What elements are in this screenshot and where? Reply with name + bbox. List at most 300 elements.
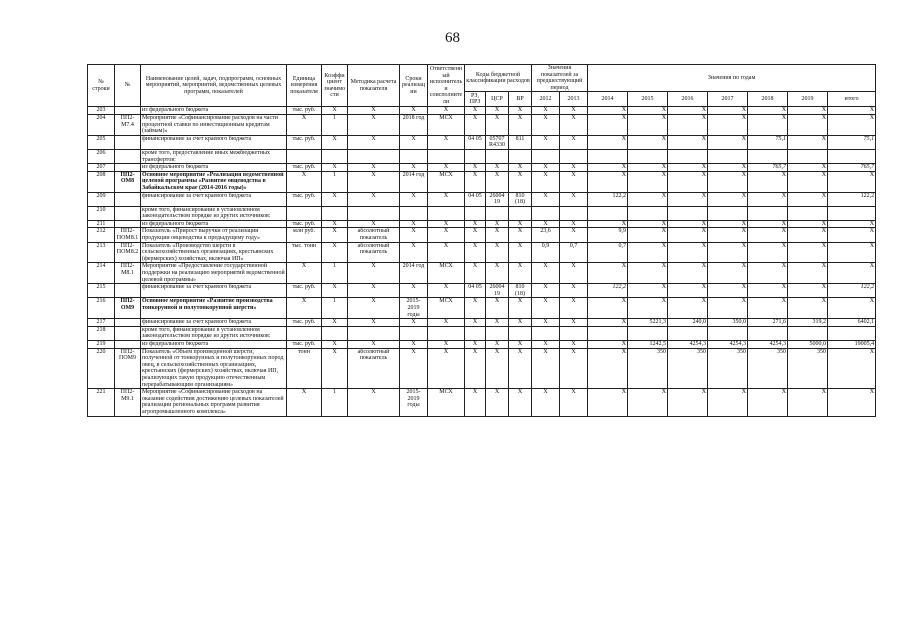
cell-2012: X (532, 220, 560, 228)
cell-2019: X (788, 298, 828, 319)
table-row (88, 135, 876, 149)
cell-2017: X (708, 135, 748, 149)
cell-method: X (348, 164, 400, 172)
cell-2014: X (588, 107, 628, 115)
cell-2012 (532, 149, 560, 163)
cell-rz: 04 05 (465, 284, 486, 298)
cell-2014: X (588, 135, 628, 149)
cell-vr (509, 326, 532, 340)
cell-2017: X (708, 164, 748, 172)
cell-responsible: МСХ (428, 298, 465, 319)
cell-rz: X (465, 220, 486, 228)
cell-2012 (532, 326, 560, 340)
cell-name: из федерального бюджета (141, 107, 287, 115)
cell-2013: X (560, 114, 588, 135)
header-method: Методика расчета показателя (348, 65, 400, 107)
cell-code: ПП2-ПОМ9 (115, 348, 141, 389)
cell-responsible: X (428, 348, 465, 389)
cell-responsible: X (428, 242, 465, 263)
cell-csr: X (486, 340, 509, 348)
cell-2018 (748, 326, 788, 340)
header-row-number: № строки (88, 65, 115, 107)
cell-2019 (788, 149, 828, 163)
cell-code: ПП2-ОМ9 (115, 298, 141, 319)
cell-csr: X (486, 164, 509, 172)
cell-method: X (348, 135, 400, 149)
cell-name: финансирование за счет краевого бюджета (141, 284, 287, 298)
cell-2017: X (708, 192, 748, 206)
cell-coef (322, 326, 348, 340)
cell-coef (322, 149, 348, 163)
cell-rz: X (465, 171, 486, 192)
cell-2018: 350 (748, 348, 788, 389)
cell-method (348, 149, 400, 163)
cell-2014: 9,9 (588, 228, 628, 242)
cell-vr: X (509, 228, 532, 242)
cell-2016 (668, 326, 708, 340)
cell-row-number: 219 (88, 340, 115, 348)
cell-method: абсолютный показатель (348, 242, 400, 263)
cell-vr: 810 (18) (509, 284, 532, 298)
cell-name: из федерального бюджета (141, 220, 287, 228)
cell-row-number: 205 (88, 135, 115, 149)
cell-unit: тыс. руб. (287, 220, 322, 228)
table-body (88, 107, 876, 416)
cell-2012 (532, 206, 560, 220)
cell-vr: X (509, 340, 532, 348)
cell-2019: 319,2 (788, 319, 828, 327)
cell-2017: X (708, 220, 748, 228)
cell-2012: X (532, 284, 560, 298)
cell-unit: тонн (287, 348, 322, 389)
cell-name: Показатель «Прирост выручки от реализации продукции овцеводства к предыдущему году» (141, 228, 287, 242)
cell-2012: X (532, 171, 560, 192)
cell-code (115, 192, 141, 206)
cell-csr: X (486, 114, 509, 135)
cell-name: Мероприятие «Предоставление государственной поддержки на реализацию мероприятий ведомственной целевой программы» (142, 263, 285, 283)
cell-2019: X (788, 389, 828, 416)
cell-2017 (708, 149, 748, 163)
cell-row-number: 220 (88, 348, 115, 389)
cell-2014: X (588, 114, 628, 135)
cell-method: X (348, 220, 400, 228)
cell-2018: 765,7 (748, 164, 788, 172)
cell-coef: 1 (322, 298, 348, 319)
table-row (88, 242, 876, 263)
table-row (88, 164, 876, 172)
cell-2016: X (668, 389, 708, 416)
cell-2013: 0,7 (560, 242, 588, 263)
cell-name: Показатель «Объем произведенной шерсти, полученной от тонкорунных и полутонкорунных пород овец, в сельскохозяйственных организациях, крестьянских (фермерских) хозяйствах, включая ИП, реализующих такую продукцию отечественным перерабатывающим организациям» (141, 348, 287, 389)
header-name: Наименование целей, задач, подпрограмм, основных мероприятий, мероприятий, ведомственных целевых программ, показателей (141, 65, 287, 107)
cell-row-number: 213 (88, 242, 115, 263)
cell-rz: X (465, 107, 486, 115)
cell-2018: 271,6 (748, 319, 788, 327)
cell-2014: 0,7 (588, 242, 628, 263)
cell-unit: тыс. руб. (287, 319, 322, 327)
cell-rz: 04 05 (465, 135, 486, 149)
cell-coef: X (322, 192, 348, 206)
cell-2013 (560, 206, 588, 220)
cell-coef: 1 (322, 171, 348, 192)
cell-row-number: 207 (88, 164, 115, 172)
cell-rz: X (465, 298, 486, 319)
cell-vr: X (509, 114, 532, 135)
cell-2012: X (532, 107, 560, 115)
header-total: итого (828, 92, 876, 107)
cell-2015 (628, 326, 668, 340)
cell-2016: X (668, 164, 708, 172)
cell-2015: 5221,3 (628, 319, 668, 327)
cell-total: X (828, 228, 876, 242)
cell-2016: X (668, 228, 708, 242)
cell-term: X (400, 164, 428, 172)
cell-term: 2018 год (400, 114, 428, 135)
cell-2018: 4254,3 (748, 340, 788, 348)
cell-code: ПП2-М9.1 (115, 389, 141, 416)
cell-csr: 26004 19 (486, 192, 509, 206)
cell-coef: X (322, 135, 348, 149)
cell-csr (486, 149, 509, 163)
cell-code (115, 340, 141, 348)
cell-unit: X (287, 298, 322, 319)
cell-2012: X (532, 114, 560, 135)
cell-total: 122,2 (828, 284, 876, 298)
cell-method (348, 326, 400, 340)
cell-2014: X (588, 389, 628, 416)
cell-2015: X (628, 192, 668, 206)
header-2016: 2016 (668, 92, 708, 107)
cell-name: Мероприятие «Софинансирование расходов на части процентной ставки по инвестиционным кредитам (займам)» (141, 114, 287, 135)
header-2017: 2017 (708, 92, 748, 107)
cell-2018: X (748, 242, 788, 263)
cell-2013: X (560, 263, 588, 284)
cell-2014: X (588, 164, 628, 172)
cell-2017: X (708, 107, 748, 115)
cell-total: 75,1 (828, 135, 876, 149)
cell-rz: X (465, 228, 486, 242)
cell-name: Основное мероприятие «Развитие производства тонкорунной и полутонкорунной шерсти» (141, 298, 287, 319)
cell-2013: X (560, 228, 588, 242)
cell-2015 (628, 149, 668, 163)
cell-term: X (400, 348, 428, 389)
table-row (88, 171, 876, 192)
cell-row-number: 217 (88, 319, 115, 327)
cell-method: X (348, 319, 400, 327)
cell-csr: X (486, 171, 509, 192)
cell-2017: X (708, 298, 748, 319)
cell-2015: X (628, 164, 668, 172)
cell-2014: 122,2 (588, 192, 628, 206)
cell-2017: 4254,3 (708, 340, 748, 348)
cell-csr: 05707 R4330 (486, 135, 509, 149)
cell-2014 (588, 206, 628, 220)
cell-vr (509, 206, 532, 220)
cell-2019: X (788, 164, 828, 172)
cell-total: X (828, 107, 876, 115)
cell-method: X (348, 263, 400, 284)
cell-total: 122,2 (828, 192, 876, 206)
cell-2013: X (560, 220, 588, 228)
header-year-values: Значения по годам (588, 65, 876, 92)
cell-2017: 350 (708, 348, 748, 389)
cell-2012: X (532, 298, 560, 319)
cell-2019: X (788, 192, 828, 206)
cell-2016: X (668, 107, 708, 115)
cell-2014: X (588, 298, 628, 319)
header-2019: 2019 (788, 92, 828, 107)
header-code: № (115, 65, 141, 107)
cell-method: X (348, 192, 400, 206)
cell-total (828, 326, 876, 340)
cell-2013 (560, 326, 588, 340)
table-row (88, 298, 876, 319)
cell-term: 2015-2019 годы (400, 298, 428, 319)
cell-term: 2014 год (400, 263, 428, 284)
cell-code: ПП2-ПОМ8.1 (115, 228, 141, 242)
cell-rz (465, 149, 486, 163)
cell-responsible: X (428, 319, 465, 327)
cell-csr: X (486, 298, 509, 319)
program-table (87, 64, 876, 417)
cell-2018: X (748, 263, 788, 284)
cell-method: X (348, 284, 400, 298)
cell-2019: X (788, 107, 828, 115)
cell-term: X (400, 107, 428, 115)
cell-total: X (828, 348, 876, 389)
cell-method: X (348, 171, 400, 192)
cell-name: Мероприятие «Софинансирование расходов на оказание содействия достижению целевых показателей реализации региональных программ развития агропромышленного комплекса» (141, 389, 287, 416)
cell-2017: X (708, 114, 748, 135)
cell-csr: X (486, 228, 509, 242)
cell-2016: X (668, 114, 708, 135)
cell-vr: X (509, 389, 532, 416)
cell-unit: тыс. руб. (287, 284, 322, 298)
cell-2017: X (708, 389, 748, 416)
cell-2017: X (708, 242, 748, 263)
cell-2016: X (668, 135, 708, 149)
table-row (88, 263, 876, 284)
cell-2016: X (668, 242, 708, 263)
cell-code (115, 164, 141, 172)
cell-code: ПП2-М8.1 (115, 263, 141, 284)
cell-term: X (400, 284, 428, 298)
table-row (88, 107, 876, 115)
cell-vr: X (509, 220, 532, 228)
cell-responsible: X (428, 192, 465, 206)
header-2018: 2018 (748, 92, 788, 107)
cell-coef: X (322, 242, 348, 263)
cell-2014: X (588, 220, 628, 228)
cell-unit: X (287, 263, 322, 284)
cell-2016 (668, 206, 708, 220)
cell-2018: 75,1 (748, 135, 788, 149)
cell-csr: X (486, 348, 509, 389)
cell-responsible (428, 326, 465, 340)
cell-2019 (788, 206, 828, 220)
cell-method: абсолютный показатель (348, 228, 400, 242)
cell-csr: X (486, 319, 509, 327)
cell-row-number: 215 (88, 284, 115, 298)
cell-row-number: 204 (88, 114, 115, 135)
cell-responsible (428, 206, 465, 220)
cell-row-number: 203 (88, 107, 115, 115)
cell-method: X (348, 298, 400, 319)
cell-coef: 1 (322, 114, 348, 135)
cell-2016: X (668, 192, 708, 206)
cell-2012: 0,9 (532, 242, 560, 263)
cell-2013: X (560, 171, 588, 192)
cell-2019: X (788, 135, 828, 149)
cell-csr: X (486, 242, 509, 263)
cell-2015: X (628, 284, 668, 298)
cell-2019: X (788, 228, 828, 242)
cell-2013: X (560, 319, 588, 327)
cell-2014: X (588, 340, 628, 348)
cell-csr: X (486, 107, 509, 115)
cell-2017 (708, 326, 748, 340)
cell-csr: X (486, 220, 509, 228)
cell-term (400, 149, 428, 163)
cell-unit (287, 149, 322, 163)
table-row (88, 319, 876, 327)
header-rz: РЗ, ПРЗ (465, 92, 486, 107)
table-row (88, 284, 876, 298)
cell-name: из федерального бюджета (141, 340, 287, 348)
cell-term: X (400, 220, 428, 228)
cell-coef (322, 206, 348, 220)
cell-coef: X (322, 220, 348, 228)
cell-2016: 350 (668, 348, 708, 389)
cell-term: X (400, 242, 428, 263)
header-coef: Коэффициент значимости (322, 65, 348, 107)
cell-rz: X (465, 242, 486, 263)
cell-unit: тыс. руб. (287, 340, 322, 348)
header-budget-codes: Коды бюджетной классификации расходов (465, 65, 532, 92)
cell-total: X (828, 242, 876, 263)
cell-2015: X (628, 107, 668, 115)
cell-rz: X (465, 340, 486, 348)
cell-2016: X (668, 171, 708, 192)
cell-2014 (588, 149, 628, 163)
cell-row-number: 216 (88, 298, 115, 319)
cell-2013: X (560, 284, 588, 298)
cell-responsible: МСХ (428, 263, 465, 284)
cell-row-number: 206 (88, 149, 115, 163)
cell-rz: X (465, 114, 486, 135)
table-row (88, 348, 876, 389)
cell-responsible: X (428, 164, 465, 172)
cell-2015: 1242,5 (628, 340, 668, 348)
cell-term: X (400, 135, 428, 149)
cell-coef: X (322, 107, 348, 115)
cell-2015: X (628, 220, 668, 228)
cell-term: 2014 год (400, 171, 428, 192)
header-2013: 2013 (560, 92, 588, 107)
cell-method: X (348, 389, 400, 416)
cell-unit: X (287, 389, 322, 416)
cell-2018: X (748, 107, 788, 115)
cell-name: Показатель «Производство шерсти в сельскохозяйственных организациях, крестьянских (фермерских) хозяйствах, включая ИП» (141, 242, 287, 263)
cell-2013: X (560, 298, 588, 319)
cell-2012: X (532, 135, 560, 149)
cell-2016 (668, 149, 708, 163)
cell-code (115, 220, 141, 228)
cell-responsible: МСХ (428, 114, 465, 135)
cell-rz: 04 05 (465, 192, 486, 206)
header-unit: Единица измерения показателя (287, 65, 322, 107)
cell-2018: X (748, 389, 788, 416)
header-row-1 (88, 65, 876, 92)
cell-2015: X (628, 135, 668, 149)
cell-responsible: X (428, 284, 465, 298)
cell-unit: X (287, 171, 322, 192)
cell-code (115, 284, 141, 298)
cell-total: X (828, 263, 876, 284)
cell-total: X (828, 114, 876, 135)
header-prev-values: Значения показателей за предшествующий период (532, 65, 588, 92)
cell-coef: X (322, 348, 348, 389)
cell-rz: X (465, 164, 486, 172)
cell-code: ПП2-М7.4 (115, 114, 141, 135)
cell-2016: X (668, 298, 708, 319)
cell-responsible: X (428, 107, 465, 115)
cell-responsible: X (428, 135, 465, 149)
cell-2018 (748, 149, 788, 163)
cell-2013: X (560, 340, 588, 348)
cell-term: X (400, 228, 428, 242)
cell-unit: тыс. руб. (287, 192, 322, 206)
cell-2019: X (788, 284, 828, 298)
cell-coef: X (322, 228, 348, 242)
cell-row-number: 209 (88, 192, 115, 206)
cell-total: X (828, 220, 876, 228)
cell-2018: X (748, 220, 788, 228)
cell-unit: млн руб. (287, 228, 322, 242)
cell-2019: X (788, 114, 828, 135)
cell-rz: X (465, 348, 486, 389)
cell-2012: X (532, 340, 560, 348)
cell-coef: X (322, 340, 348, 348)
cell-2018: X (748, 114, 788, 135)
cell-2014: X (588, 263, 628, 284)
cell-term: X (400, 340, 428, 348)
cell-term (400, 206, 428, 220)
table-row (88, 114, 876, 135)
cell-2017: X (708, 228, 748, 242)
cell-2015 (628, 206, 668, 220)
cell-2014: X (588, 348, 628, 389)
cell-2018 (748, 206, 788, 220)
cell-2012: X (532, 192, 560, 206)
cell-name: из федерального бюджета (141, 164, 287, 172)
cell-row-number: 221 (88, 389, 115, 416)
cell-csr: X (486, 389, 509, 416)
cell-vr: X (509, 319, 532, 327)
cell-method (348, 206, 400, 220)
cell-term (400, 326, 428, 340)
table-row (88, 192, 876, 206)
cell-name: финансирование за счет краевого бюджета (141, 192, 287, 206)
cell-2019 (788, 326, 828, 340)
cell-2018: X (748, 228, 788, 242)
cell-2015: X (628, 171, 668, 192)
cell-total: X (828, 389, 876, 416)
cell-name: Основное мероприятие «Реализация ведомственной целевой программы «Развитие овцеводства в Забайкальском крае (2014-2016 годы)» (141, 171, 287, 192)
cell-2015: X (628, 242, 668, 263)
cell-2015: 350 (628, 348, 668, 389)
cell-2013: X (560, 389, 588, 416)
